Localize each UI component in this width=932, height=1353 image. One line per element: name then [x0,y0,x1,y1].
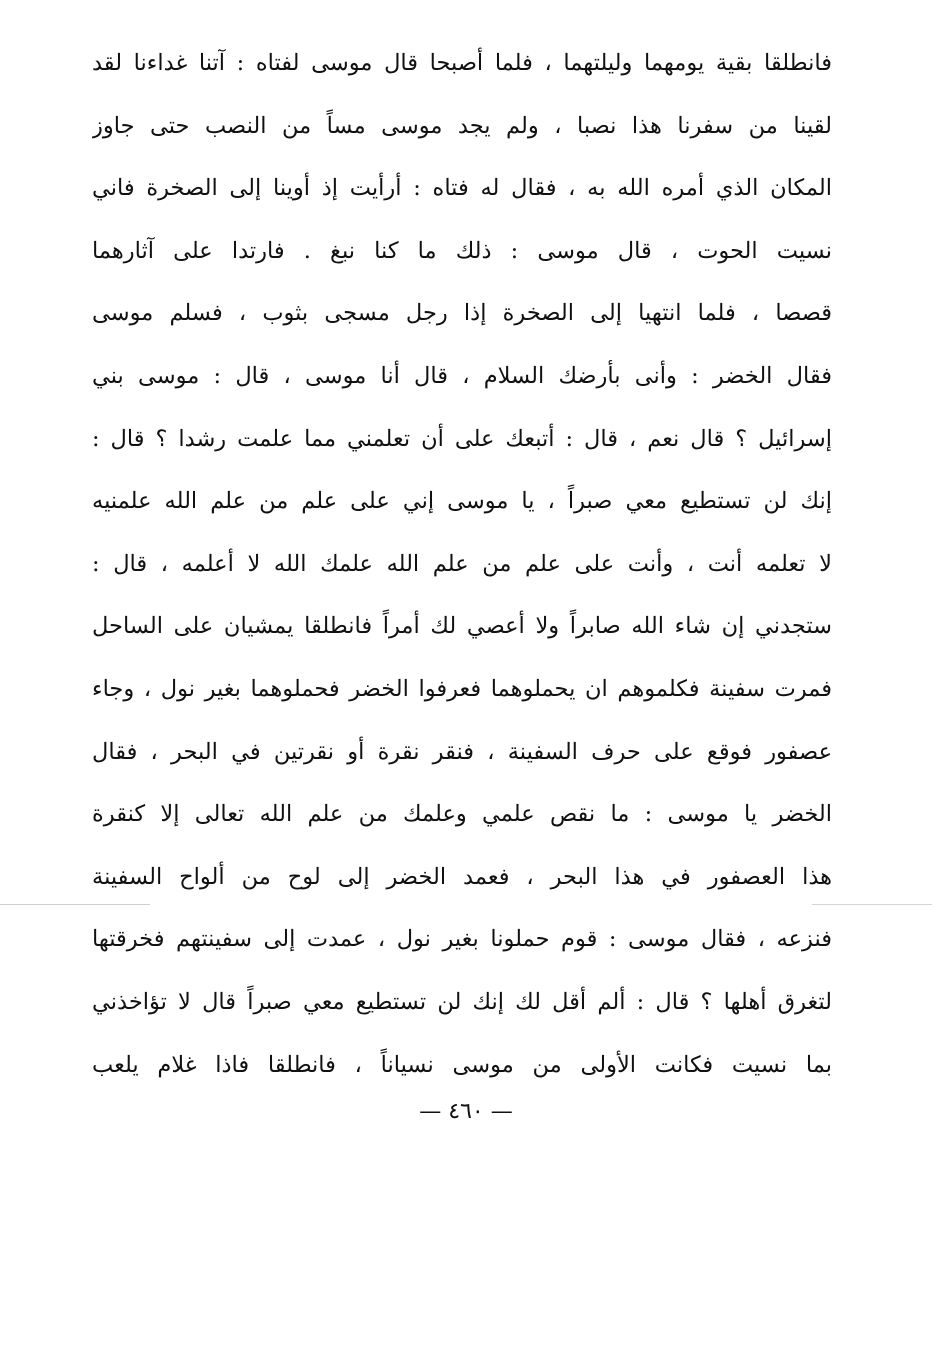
text-line: إسرائيل ؟ قال نعم ، قال : أتبعك على أن تعلمني مما علمت رشدا ؟ قال : [92,425,832,452]
text-line: فمرت سفينة فكلموهم ان يحملوهما فعرفوا الخضر فحملوهما بغير نول ، وجاء [92,675,832,702]
text-line: لقينا من سفرنا هذا نصبا ، ولم يجد موسى مساً من النصب حتى جاوز [92,112,832,139]
text-line: هذا العصفور في هذا البحر ، فعمد الخضر إلى لوح من ألواح السفينة [92,863,832,890]
text-line: الخضر يا موسى : ما نقص علمي وعلمك من علم الله تعالى إلا كنقرة [92,801,832,828]
text-line: لتغرق أهلها ؟ قال : ألم أقل لك إنك لن تستطيع معي صبراً قال لا تؤاخذني [92,988,832,1015]
page-number: — ٤٦٠ — [419,1099,513,1124]
text-line: إنك لن تستطيع معي صبراً ، يا موسى إني على علم من علم الله علمنيه [92,488,832,515]
text-line: بما نسيت فكانت الأولى من موسى نسياناً ، فانطلقا فاذا غلام يلعب [92,1051,832,1078]
text-line: عصفور فوقع على حرف السفينة ، فنقر نقرة أو نقرتين في البحر ، فقال [92,738,832,765]
text-line: فقال الخضر : وأنى بأرضك السلام ، قال أنا موسى ، قال : موسى بني [92,362,832,389]
body-text [92,32,832,1096]
text-line: ستجدني إن شاء الله صابراً ولا أعصي لك أمراً فانطلقا يمشيان على الساحل [92,613,832,640]
text-line: قصصا ، فلما انتهيا إلى الصخرة إذا رجل مسجى بثوب ، فسلم موسى [92,300,832,327]
text-line: فانطلقا بقية يومهما وليلتهما ، فلما أصبحا قال موسى لفتاه : آتنا غداءنا لقد [92,50,832,76]
text-line: المكان الذي أمره الله به ، فقال له فتاه : أرأيت إذ أوينا إلى الصخرة فاني [92,175,832,202]
text-line: نسيت الحوت ، قال موسى : ذلك ما كنا نبغ . فارتدا على آثارهما [92,237,832,264]
text-line: فنزعه ، فقال موسى : قوم حملونا بغير نول ، عمدت إلى سفينتهم فخرقتها [92,926,832,953]
text-line: لا تعلمه أنت ، وأنت على علم من علم الله علمك الله لا أعلمه ، قال : [92,550,832,577]
